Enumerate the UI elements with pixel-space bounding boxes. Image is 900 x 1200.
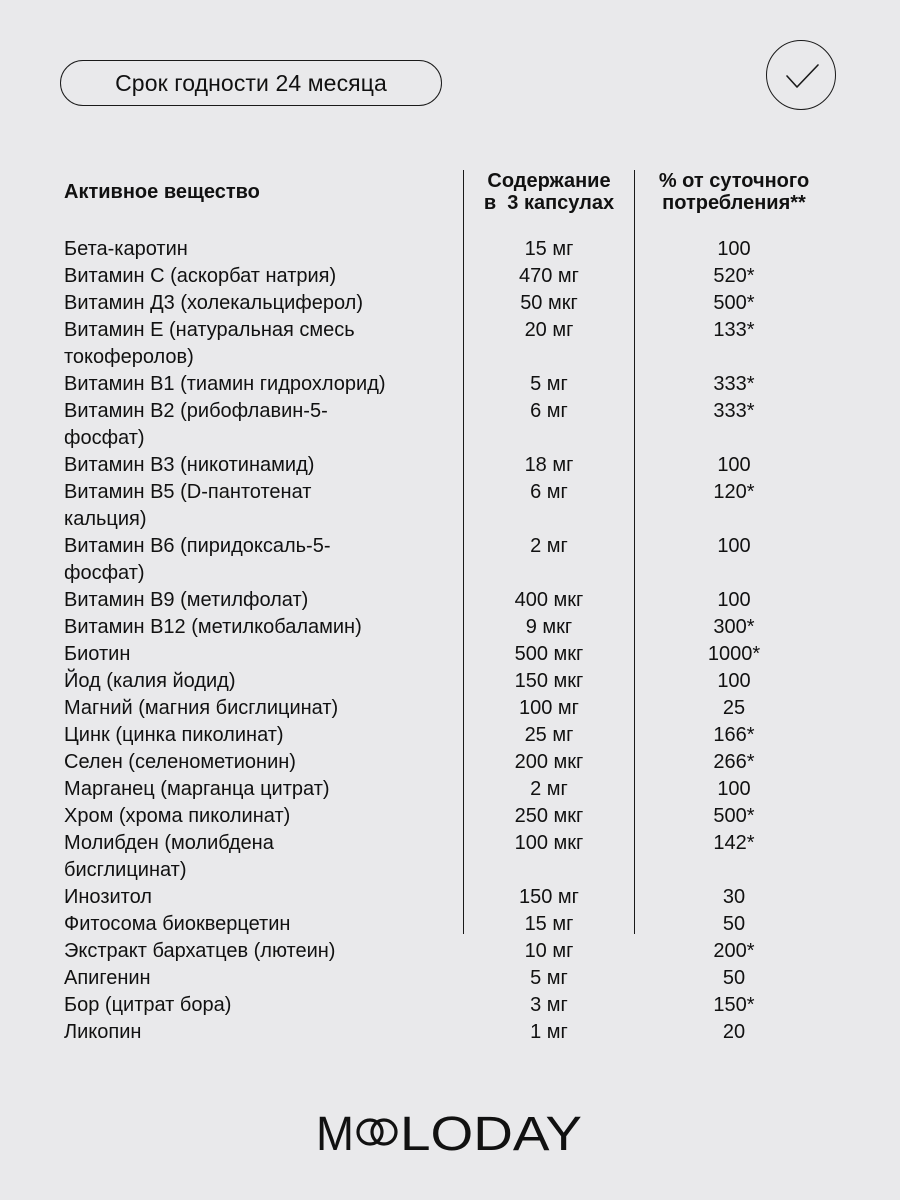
shelf-life-text: Срок годности 24 месяца [115,69,387,96]
ingredient-name: Ликопин [64,1021,142,1043]
ingredient-daily-percent: 120* [713,481,755,503]
ingredient-name: Бор (цитрат бора) [64,994,232,1016]
header-substance: Активное вещество [64,181,260,203]
ingredient-amount: 100 мг [519,697,579,719]
ingredient-daily-percent: 133* [713,319,755,341]
ingredient-daily-percent: 142* [713,832,755,854]
ingredient-amount: 15 мг [524,913,574,935]
table-row [0,830,900,884]
ingredients-table [0,236,900,1046]
logo-letters-loday: LODAY [400,1108,582,1156]
ingredient-name: Марганец (марганца цитрат) [64,778,330,800]
ingredient-daily-percent: 520* [713,265,755,287]
ingredient-amount: 150 мкг [514,670,584,692]
table-row [0,668,900,695]
ingredient-name: Магний (магния бисглицинат) [64,697,339,719]
ingredient-name: Витамин B5 (D-пантотенат кальция) [64,481,312,530]
interlocked-rings-icon [358,1120,396,1144]
ingredient-amount: 500 мкг [514,643,584,665]
table-row [0,965,900,992]
header-content-line2: в 3 капсулах [483,192,615,214]
ingredient-name: Бета-каротин [64,238,188,260]
ingredient-daily-percent: 333* [713,400,755,422]
ingredient-amount: 470 мг [519,265,579,287]
ingredient-daily-percent: 100 [717,670,751,692]
ingredient-daily-percent: 100 [717,589,751,611]
ingredient-amount: 2 мг [530,535,568,557]
ingredient-name: Витамин B12 (метилкобаламин) [64,616,362,638]
header-daily-line2: потребления** [662,192,806,214]
table-row [0,587,900,614]
header-content [466,170,632,214]
ingredient-daily-percent: 100 [717,238,751,260]
table-row [0,641,900,668]
ingredient-daily-percent: 50 [722,967,746,989]
ingredient-name: Инозитол [64,886,152,908]
header-content-line1: Содержание [487,170,611,192]
table-row [0,938,900,965]
ingredient-daily-percent: 300* [713,616,755,638]
ingredient-daily-percent: 100 [717,778,751,800]
ingredient-name: Витамин Д3 (холекальциферол) [64,292,363,314]
ingredient-name: Витамин B9 (метилфолат) [64,589,309,611]
ingredient-name: Цинк (цинка пиколинат) [64,724,284,746]
table-row [0,263,900,290]
ingredient-name: Апигенин [64,967,151,989]
ingredient-name: Биотин [64,643,131,665]
ingredient-daily-percent: 100 [717,535,751,557]
ingredient-name: Витамин С (аскорбат натрия) [64,265,337,287]
ingredient-daily-percent: 266* [713,751,755,773]
ingredient-daily-percent: 200* [713,940,755,962]
table-row [0,398,900,452]
ingredient-name: Молибден (молибдена бисглицинат) [64,832,274,881]
ingredient-name: Витамин B6 (пиридоксаль-5-фосфат) [64,535,331,584]
ingredient-amount: 100 мкг [514,832,584,854]
brand-logo [316,1106,584,1156]
table-row [0,317,900,371]
table-row [0,884,900,911]
ingredient-amount: 3 мг [530,994,568,1016]
table-row [0,722,900,749]
logo-letter-m: M [316,1108,354,1156]
ingredient-daily-percent: 1000* [707,643,761,665]
ingredient-name: Витамин B1 (тиамин гидрохлорид) [64,373,386,395]
table-row [0,452,900,479]
table-row [0,614,900,641]
ingredient-daily-percent: 25 [722,697,746,719]
ingredient-daily-percent: 150* [713,994,755,1016]
header-daily-value [636,170,832,214]
ingredient-name: Селен (селенометионин) [64,751,296,773]
table-row [0,911,900,938]
ingredient-amount: 9 мкг [525,616,573,638]
table-row [0,749,900,776]
table-row [0,290,900,317]
ingredient-daily-percent: 30 [722,886,746,908]
ingredient-amount: 50 мкг [520,292,578,314]
table-row [0,1019,900,1046]
header-daily-line1: % от суточного [658,170,810,192]
ingredient-amount: 400 мкг [514,589,584,611]
table-row [0,479,900,533]
ingredient-amount: 10 мг [524,940,574,962]
ingredient-amount: 15 мг [524,238,574,260]
ingredient-daily-percent: 20 [722,1021,746,1043]
table-row [0,992,900,1019]
ingredient-daily-percent: 500* [713,805,755,827]
ingredient-name: Витамин Е (натуральная смесь токоферолов) [64,319,355,368]
shelf-life-badge [60,60,442,106]
table-row [0,803,900,830]
table-row [0,236,900,263]
ingredient-amount: 25 мг [524,724,574,746]
checkmark-icon [766,40,836,110]
ingredient-amount: 6 мг [530,481,568,503]
ingredient-amount: 18 мг [524,454,574,476]
ingredient-amount: 250 мкг [514,805,584,827]
ingredient-amount: 20 мг [524,319,574,341]
table-row [0,776,900,803]
table-row [0,695,900,722]
ingredient-name: Фитосома биокверцетин [64,913,291,935]
ingredient-amount: 5 мг [530,967,568,989]
ingredient-name: Хром (хрома пиколинат) [64,805,291,827]
ingredient-daily-percent: 500* [713,292,755,314]
ingredient-daily-percent: 166* [713,724,755,746]
ingredient-amount: 6 мг [530,400,568,422]
ingredient-amount: 2 мг [530,778,568,800]
ingredient-name: Витамин B3 (никотинамид) [64,454,315,476]
ingredient-name: Йод (калия йодид) [64,670,236,692]
table-row [0,533,900,587]
ingredient-name: Витамин B2 (рибофлавин-5-фосфат) [64,400,328,449]
ingredient-daily-percent: 333* [713,373,755,395]
table-row [0,371,900,398]
ingredient-amount: 200 мкг [514,751,584,773]
ingredient-amount: 1 мг [530,1021,568,1043]
ingredient-name: Экстракт бархатцев (лютеин) [64,940,336,962]
ingredient-daily-percent: 50 [722,913,746,935]
ingredient-daily-percent: 100 [717,454,751,476]
ingredient-amount: 5 мг [530,373,568,395]
ingredient-amount: 150 мг [519,886,579,908]
